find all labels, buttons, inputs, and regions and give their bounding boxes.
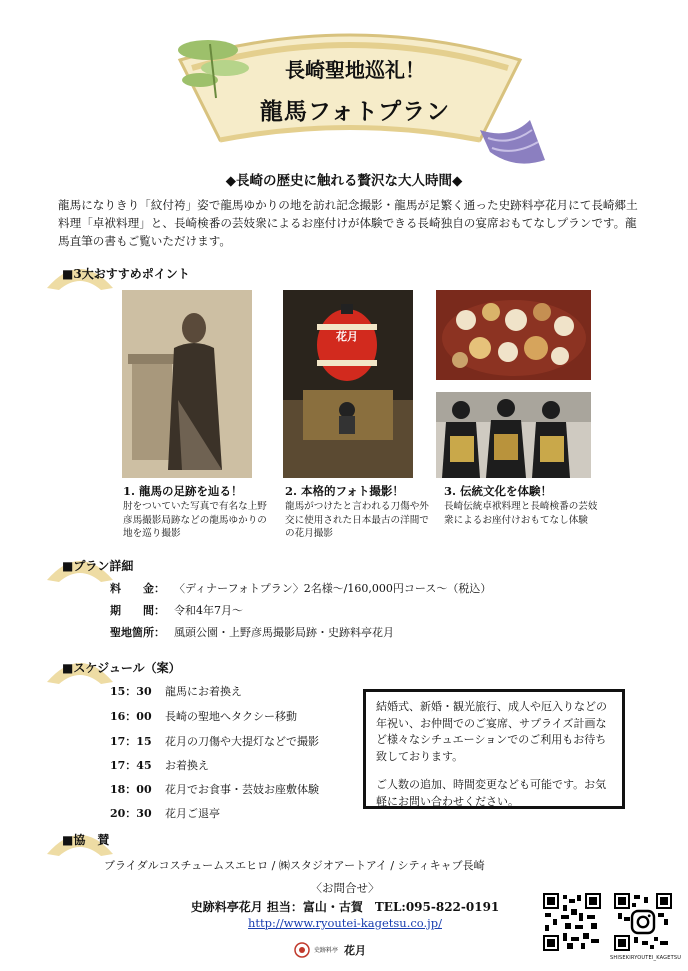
sponsors-heading: ■協 賛 [62, 833, 110, 847]
point3-desc: 長崎伝統卓袱料理と長崎検番の芸妓衆によるお座付けおもてなし体験 [444, 501, 598, 526]
plan-heading: ■プラン詳細 [62, 559, 134, 573]
website-link[interactable]: http://www.ryoutei-kagetsu.co.jp/ [248, 916, 442, 930]
shippoku-cuisine-photo [436, 290, 591, 380]
ryoma-portrait-photo [122, 290, 252, 478]
logo-name: 花月 [344, 944, 366, 957]
schedule-time: 17：15 [110, 735, 152, 748]
plan-period-label: 期 間： [110, 604, 165, 617]
schedule-time: 20：30 [110, 807, 152, 820]
info-box-text-1: 結婚式、新婚・観光旅行、成人や厄入りなどの年祝い、お仲間でのご宴席、サプライズ計画など様々なシチュエーションでのご利用もお待ち致しております。 [376, 700, 607, 763]
kagetsu-lantern-photo [283, 290, 413, 478]
schedule-item: 花月でお食事・芸妓お座敷体験 [165, 783, 319, 796]
info-box-text-2: ご人数の追加、時間変更なども可能です。お気軽にお問い合わせください。 [376, 778, 607, 808]
intro-paragraph: 龍馬になりきり「紋付袴」姿で龍馬ゆかりの地を訪れ記念撮影・龍馬が足繁く通った史跡料亭花月にて長崎郷土料理「卓袱料理」と、長崎検番の芸妓衆によるお座付けが体験できる長崎独自の宴席おもてなしプランです。龍馬直筆の書もご覧いただけます。 [58, 198, 638, 248]
contact-heading: 〈お問合せ〉 [310, 881, 380, 895]
tagline: ◆長崎の歴史に触れる贅沢な大人時間◆ [225, 173, 463, 189]
plan-price-label: 料 金： [110, 582, 165, 595]
point3-title: 3. 伝統文化を体験！ [444, 484, 553, 498]
schedule-time: 17：45 [110, 759, 152, 772]
ribbon-icon [480, 120, 545, 164]
schedule-time: 15：30 [110, 685, 152, 698]
point2-desc: 龍馬がつけたと言われる刀傷や外交に使用された日本最古の洋間での花月撮影 [285, 501, 429, 539]
lantern-label: 花月 [336, 330, 358, 343]
point1-title: 1. 龍馬の足跡を辿る！ [123, 484, 243, 498]
schedule-item: 花月の刀傷や大提灯などで撮影 [165, 735, 319, 748]
schedule-item: 花月ご退亭 [165, 807, 220, 820]
page-title-line2: 龍馬フォトプラン [259, 98, 451, 125]
schedule-time: 16：00 [110, 710, 152, 723]
instagram-qr-code[interactable] [614, 893, 672, 951]
plan-places-label: 聖地箇所： [110, 626, 165, 639]
info-box [363, 689, 625, 809]
contact-details: 史跡料亭花月 担当：富山・古賀 TEL:095-822-0191 [190, 900, 500, 914]
schedule-item: 長崎の聖地へタクシー移動 [165, 710, 297, 723]
plan-places-value: 風頭公園・上野彦馬撮影局跡・史跡料亭花月 [174, 626, 394, 639]
schedule-heading: ■スケジュール（案） [62, 661, 181, 675]
points-heading: ■3大おすすめポイント [62, 267, 190, 281]
sponsors-list: ブライダルコスチュームスエヒロ / ㈱スタジオアートアイ / シティキャブ長崎 [104, 859, 485, 872]
plan-price-value: 〈ディナーフォトプラン〉2名様～/160,000円コース～（税込） [174, 582, 492, 595]
page-title-line1: 長崎聖地巡礼！ [285, 58, 425, 82]
kagetsu-crest-icon [294, 942, 310, 958]
instagram-icon [632, 911, 654, 933]
website-qr-code[interactable] [543, 893, 601, 951]
qr-caption: SHISEKIRYOUTEI_KAGETSU [610, 955, 682, 961]
schedule-item: 龍馬にお着換え [165, 685, 242, 698]
geisha-photo [436, 392, 591, 478]
kagetsu-logo [294, 940, 384, 960]
plan-period-value: 令和4年7月～ [174, 604, 243, 617]
point1-desc: 肘をついていた写真で有名な上野彦馬撮影局跡などの龍馬ゆかりの地を巡り撮影 [123, 501, 267, 539]
point2-title: 2. 本格的フォト撮影！ [285, 484, 404, 498]
logo-small-text: 史跡料亭 [314, 947, 339, 954]
schedule-item: お着換え [165, 759, 209, 772]
schedule-time: 18：00 [110, 783, 152, 796]
